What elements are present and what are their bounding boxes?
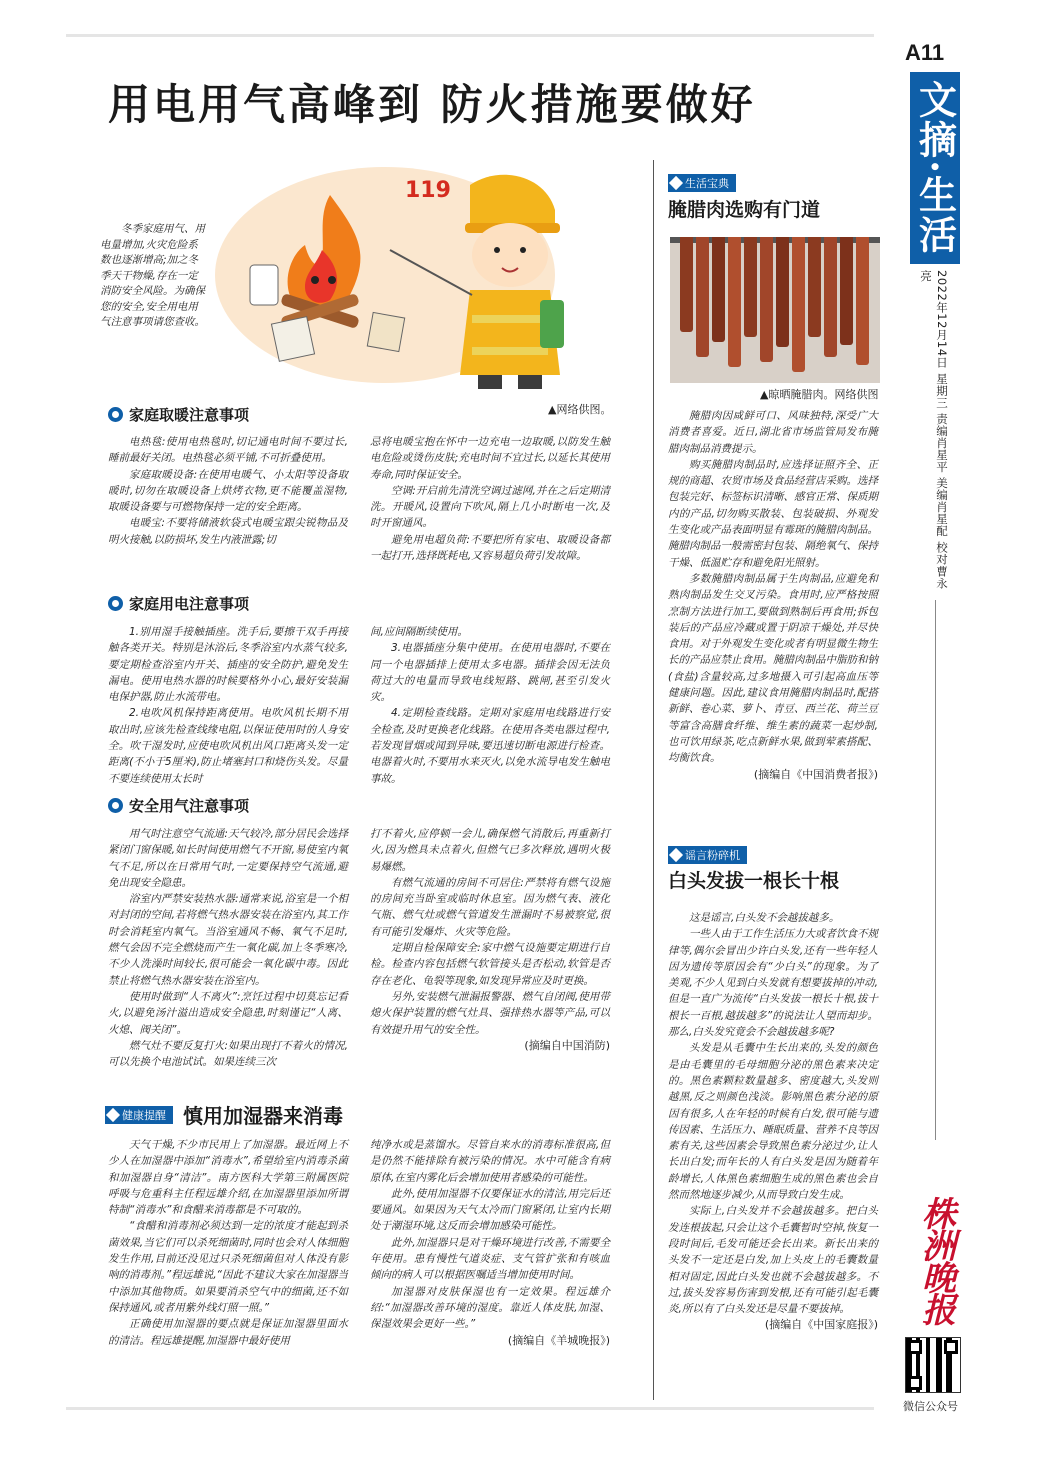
section-heading-label: 家庭取暖注意事项 [129, 406, 250, 424]
paragraph: 头发是从毛囊中生长出来的,头发的颜色是由毛囊里的毛母细胞分泌的黑色素来决定的。黑色素颗粒数量越多、密度越大,头发则越黑,反之则颜色浅淡。影响黑色素分泌的原因有很多,人在年轻的时候有白发,很可能与遗传因素、生活压力、睡眠质量、营养不良等因素有关,这些因素会导致黑色素分泌过少,让人长出白发;而年长的人有白头发是因为随着年龄增长,人体黑色素细胞生成的黑色素也会自然而然地逐步减少,从而导致白发生成。 [668, 1042, 878, 1202]
diamond-icon [669, 176, 683, 190]
tag-label: 谣言粉碎机 [685, 849, 740, 862]
column-divider [653, 160, 654, 1400]
paragraph: 4.定期检查线路。定期对家庭用电线路进行安全检查,及时更换老化线路。在使用各类电器过程中,若发现冒烟或闻到异味,要迅速切断电源进行检查。电器着火时,不要用水来灭火,以免水流导电发生触电事故。 [370, 707, 610, 785]
source-credit: (摘编自《羊城晚报》) [507, 1333, 610, 1347]
gas-right-col [370, 826, 610, 1054]
paragraph: 天气干燥,不少市民用上了加湿器。最近网上不少人在加湿器中添加“消毒水”,希望给室内消毒杀菌和加湿器自身“清洁”。南方医科大学第三附属医院呼吸与危重科主任程远雄介绍,在加湿器里添加所谓特制“消毒水”和食醋来消毒都是不可取的。 [108, 1139, 348, 1217]
paragraph: 加湿器对皮肤保湿也有一定效果。程远雄介绍:“加湿器改善环境的湿度。靠近人体皮肤,加湿、保湿效果会更好一些。” [370, 1285, 610, 1331]
photo-caption: ▲晾晒腌腊肉。网络供图 [760, 388, 879, 401]
paragraph: 实际上,白头发并不会越拔越多。把白头发连根拔起,只会让这个毛囊暂时空掉,恢复一段时间后,毛发可能还会长出来。新长出来的头发不一定还是白发,加上头皮上的毛囊数量相对固定,因此白头发也就不会越拔越多。不过,拔头发容易伤害到发根,还有可能引起毛囊炎,所以有了白头发还是尽量不要拔掉。 [668, 1205, 878, 1316]
humidifier-right-col [370, 1137, 610, 1349]
paragraph: 家庭取暖设备:在使用电暖气、小太阳等设备取暖时,切勿在取暖设备上烘烤衣物,更不能覆盖湿物,取暖设备要与可燃物保持一定的安全距离。 [108, 468, 348, 514]
rumor-tag-row [668, 845, 747, 864]
section-heading-gas [108, 795, 249, 816]
paragraph: 3.电器插座分集中使用。在使用电器时,不要在同一个电器插排上使用太多电器。插排会因无法负荷过大的电量而导致电线短路、跳闸,甚至引发火灾。 [370, 642, 610, 704]
rumor-body [668, 910, 878, 1334]
cured-meat-photo [670, 237, 880, 383]
main-headline: 用电用气高峰到 防火措施要做好 [108, 80, 756, 129]
paragraph: 腌腊肉因咸鲜可口、风味独特,深受广大消费者喜爱。近日,湖北省市场监管局发布腌腊肉制品消费提示。 [668, 410, 878, 455]
paragraph: 这是谣言,白头发不会越拔越多。 [689, 912, 840, 924]
paragraph: 多数腌腊肉制品属于生肉制品,应避免和熟肉制品发生交叉污染。食用时,应严格按照烹制方法进行加工,要做到熟制后再食用;拆包装后的产品应冷藏或置于阴凉干燥处,并尽快食用。对于外观发生变化或者有明显微生物生长的产品应禁止食用。腌腊肉制品中脂肪和钠(食盐)含量较高,过多地摄入可引起高血压等健康问题。因此,建议食用腌腊肉制品时,配搭新鲜、卷心菜、萝卜、青豆、西兰花、荷兰豆等富含高膳食纤维、维生素的蔬菜一起炒制,也可饮用绿茶,吃点新鲜水果,做到荤素搭配、均衡饮食。 [668, 572, 878, 765]
humidifier-left-col [108, 1137, 348, 1349]
heating-left-col [108, 434, 348, 548]
paragraph: 电热毯:使用电热毯时,切记通电时间不要过长,睡前最好关闭。电热毯必须平铺,不可折叠使用。 [108, 436, 348, 465]
heating-right-col [370, 434, 610, 564]
paragraph: 1.别用湿手接触插座。洗手后,要擦干双手再接触各类开关。特别是沐浴后,冬季浴室内水蒸气较多,要定期检查浴室内开关、插座的安全防护,避免发生漏电。使用电热水器的时候要格外小心,最好安装漏电保护器,防止水流带电。 [108, 626, 348, 704]
section-heading-electricity [108, 593, 249, 614]
newspaper-logo: 株洲晚报 [915, 1196, 956, 1324]
article-tag [668, 846, 747, 864]
section-heading-label: 安全用气注意事项 [129, 797, 250, 815]
dateline: 2022年12月14日 星期三 责编肖星平 美编肖星配 校对曹永亮 [919, 270, 949, 590]
paragraph: 有燃气流通的房间不可居住:严禁将有燃气设施的房间充当卧室或临时休息室。因为燃气表、液化气瓶、燃气灶或燃气管道发生泄漏时不易被察觉,很有可能引发爆炸、火灾等危险。 [370, 876, 610, 938]
qr-code-icon [905, 1337, 961, 1393]
paragraph: 另外,安装燃气泄漏报警器、燃气自闭阀,使用带熄火保护装置的燃气灶具、强排热水器等产品,可以有效提升用气的安全性。 [370, 990, 610, 1036]
bottom-rule [66, 1407, 874, 1410]
paragraph: 正确使用加湿器的要点就是保证加湿器里面水的清洁。程远雄提醒,加湿器中最好使用 [108, 1318, 348, 1347]
paragraph: 一些人由于工作生活压力大或者饮食不规律等,偶尔会冒出少许白头发,还有一些年轻人因为遗传等原因会有“少白头”的现象。为了美观,不少人见到白头发就有想要拔掉的冲动,但是一直广为流传“白头发拔一根长十根,拔十根长一百根,越拔越多”的说法让人望而却步。那么,白头发究竟会不会越拔越多呢? [668, 928, 878, 1039]
paragraph: 打不着火,应停顿一会儿,确保燃气消散后,再重新打火,因为燃具未点着火,但燃气已多次释放,遇明火极易爆燃。 [370, 828, 610, 873]
electricity-right-col [370, 624, 610, 787]
cured-meat-body [668, 408, 878, 783]
article-title: 腌腊肉选购有门道 [668, 199, 821, 221]
paragraph: 此外,加湿器只是对干燥环境进行改善,不需要全年使用。患有慢性气道炎症、支气管扩张和有咳血倾向的病人可以根据医嘱适当增加使用时间。 [370, 1236, 610, 1282]
diamond-icon [669, 848, 683, 862]
section-heading-heating [108, 404, 249, 425]
tag-label: 生活宝典 [685, 177, 729, 190]
paragraph: 间,应间隔断续使用。 [370, 626, 468, 638]
paragraph: 浴室内严禁安装热水器:通常来说,浴室是一个相对封闭的空间,若将燃气热水器安装在浴室内,其工作时会消耗室内氧气。当浴室通风不畅、氧气不足时,燃气会因不完全燃烧而产生一氧化碳,加上冬季寒冷,不少人洗澡时间较长,很可能会一氧化碳中毒。因此禁止将燃气热水器安装在浴室内。 [108, 893, 348, 987]
side-rule [935, 600, 936, 1140]
electricity-left-col [108, 624, 348, 787]
bullet-icon [108, 407, 123, 422]
top-rule [66, 34, 874, 37]
firefighter-illustration [210, 155, 575, 400]
section-tab: 文摘·生活 [910, 72, 960, 264]
humidifier-header [105, 1100, 343, 1129]
paragraph: 用气时注意空气流通:天气较冷,部分居民会选择紧闭门窗保暖,如长时间使用燃气不开窗,易使室内氧气不足,所以在日常用气时,一定要保持空气流通,避免出现安全隐患。 [108, 828, 348, 889]
paragraph: 空调:开启前先清洗空调过滤网,并在之后定期清洗。开暖风,设置向下吹风,隔上几小时断电一次,及时开窗通风。 [370, 484, 610, 530]
paragraph: “食醋和消毒剂必须达到一定的浓度才能起到杀菌效果,当它们可以杀死细菌时,同时也会对人体细胞发生作用,目前还没见过只杀死细菌但对人体没有影响的消毒剂。”程远雄说,“因此不建议大家在加湿器当中添加其他物质。如果要消杀空气中的细菌,还不如保持通风,或者用紫外线灯照一照。” [108, 1220, 348, 1314]
emergency-number-sign: 119 [405, 178, 451, 203]
gas-left-col [108, 826, 348, 1070]
section-heading-label: 家庭用电注意事项 [129, 595, 250, 613]
paragraph: 使用时做到“人不离火”:烹饪过程中切莫忘记看火,以避免汤汁溢出造成安全隐患,时刻谨记“人离、火熄、阀关闭”。 [108, 990, 348, 1036]
paragraph: 纯净水或是蒸馏水。尽管自来水的消毒标准很高,但是仍然不能排除有被污染的情况。水中可能含有病原体,在室内雾化后会增加使用者感染的可能性。 [370, 1139, 610, 1184]
source-credit: (摘编自《中国家庭报》) [764, 1318, 878, 1332]
tag-label: 健康提醒 [122, 1108, 166, 1122]
bullet-icon [108, 798, 123, 813]
paragraph: 忌将电暖宝抱在怀中一边充电一边取暖,以防发生触电危险或烫伤皮肤;充电时间不宜过长,以延长其使用寿命,同时保证安全。 [370, 436, 610, 481]
bullet-icon [108, 596, 123, 611]
intro-text: 冬季家庭用气、用电量增加,火灾危险系数也逐渐增高;加之冬季天干物燥,存在一定消防安全风险。为确保您的安全,安全用电用气注意事项请您查收。 [100, 223, 205, 328]
cured-meat-tag-row [668, 173, 736, 192]
paragraph: 避免用电超负荷:不要把所有家电、取暖设备都一起打开,选择既耗电,又容易超负荷引发故障。 [370, 533, 610, 563]
page-number: A11 [905, 40, 945, 65]
article-tag [105, 1106, 173, 1124]
paragraph: 此外,使用加湿器不仅要保证水的清洁,用完后还要通风。如果因为天气太冷而门窗紧闭,让室内长期处于潮湿环境,这反而会增加感染可能性。 [370, 1187, 610, 1233]
article-tag [668, 174, 736, 192]
source-credit: (摘编自中国消防) [524, 1038, 610, 1052]
paragraph: 电暖宝:不要将储液软袋式电暖宝跟尖锐物品及明火接触,以防损坏,发生内液泄露;切 [108, 517, 348, 546]
article-title: 白头发拔一根长十根 [668, 870, 840, 892]
wechat-label: 微信公众号 [903, 1400, 958, 1413]
paragraph: 2.电吹风机保持距离使用。电吹风机长期不用取出时,应该先检查线缘电阻,以保证使用时的人身安全。吹干湿发时,应使电吹风机出风口距离头发一定距离(不小于5厘米),防止堵塞封口和烧伤头发。尽量不要连续使用太长时 [108, 707, 348, 785]
paragraph: 燃气灶不要反复打火:如果出现打不着火的情况,可以先换个电池试试。如果连续三次 [108, 1039, 348, 1069]
illustration-credit: ▲网络供图。 [548, 403, 612, 416]
source-credit: (摘编自《中国消费者报》) [753, 767, 878, 781]
paragraph: 定期自检保障安全:家中燃气设施要定期进行自检。检查内容包括燃气软管接头是否松动,软管是否存在老化、龟裂等现象,如发现异常应及时更换。 [370, 942, 610, 987]
diamond-icon [106, 1107, 120, 1121]
paragraph: 购买腌腊肉制品时,应选择证照齐全、正规的商超、农贸市场及食品经营店采购。选择包装完好、标签标识清晰、感官正常、保质期内的产品,切勿购买散装、包装破损、外观发生变化或产品表面明显有霉斑的腌腊肉制品。腌腊肉制品一般需密封包装、隔绝氧气、保持干燥、低温贮存和避免阳光照射。 [668, 458, 878, 569]
article-title: 慎用加湿器来消毒 [183, 1104, 343, 1128]
